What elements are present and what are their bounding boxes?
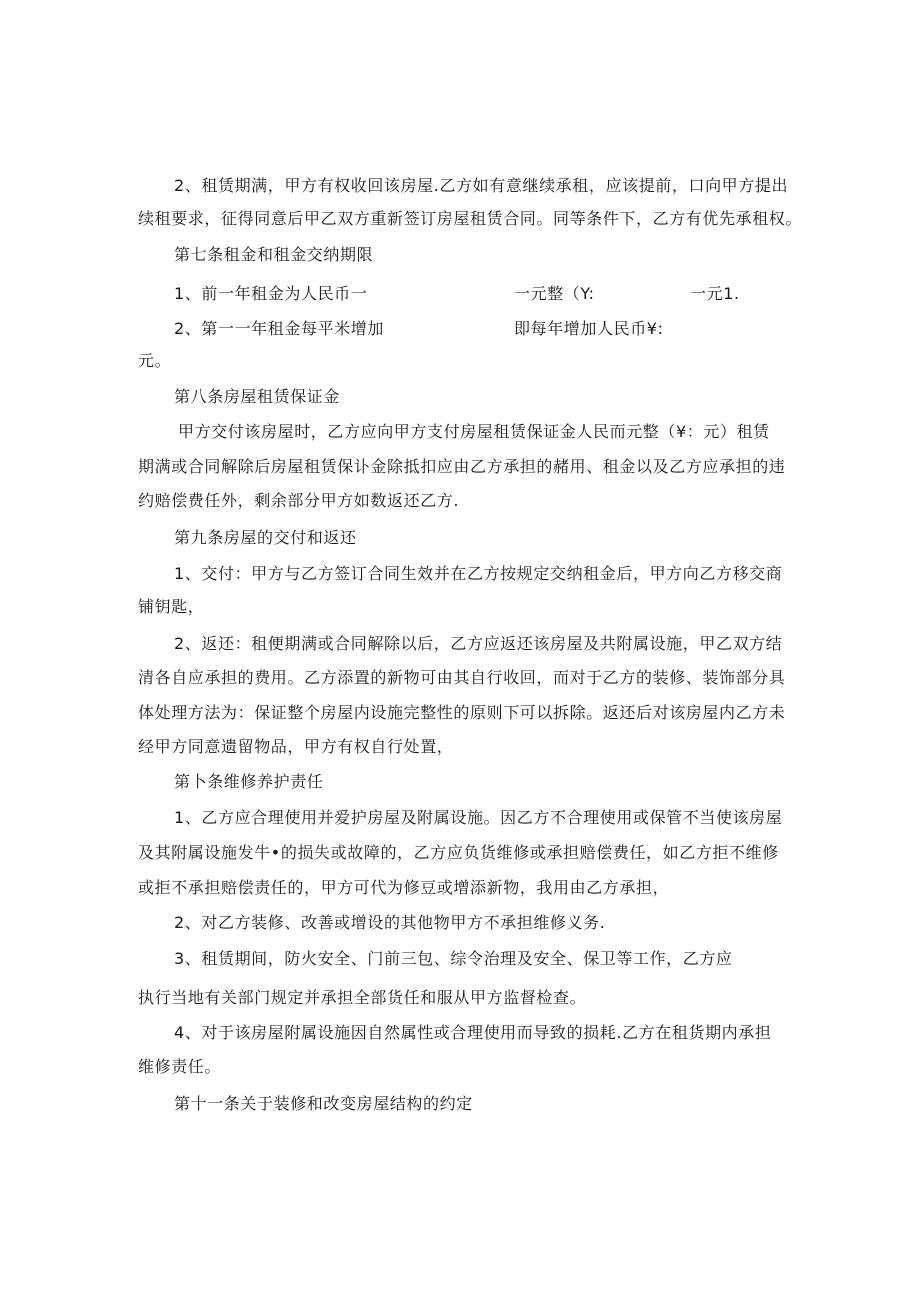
- clause9-item2-line1: 2、返还：租便期满或合同解除以后，乙方应返还该房屋及共附属设施，甲乙双方结: [174, 634, 783, 653]
- clause8-line3: 约赔偿费任外，剩余部分甲方如数返还乙方.: [138, 491, 460, 510]
- clause7-item1-part3: 一元1.: [690, 284, 740, 303]
- clause8-line1: 甲方交付该房屋时，乙方应向甲方支付房屋租赁保证金人民而元整（¥：元）租赁: [178, 422, 770, 441]
- clause9-item1-line2: 铺钥匙，: [138, 597, 205, 616]
- clause7-item1-part2: 一元整（Y:: [514, 284, 595, 303]
- clause10-item1-line1: 1、乙方应合理使用并爱护房屋及附属设施。因乙方不合理使用或保管不当使该房屋: [174, 808, 783, 827]
- clause9-heading: 第九条房屋的交付和返还: [174, 528, 357, 547]
- clause11-heading: 第十一条关于装修和改变房屋结构的约定: [174, 1094, 473, 1113]
- clause7-item2-part1: 2、第一一年租金每平米增加: [174, 319, 384, 338]
- clause9-item2-line4: 经甲方同意遗留物品，甲方有权自行处置，: [138, 737, 454, 756]
- clause10-item4-line1: 4、对于该房屋附属设施因自然属性或合理使用而导致的损耗.乙方在租货期内承担: [174, 1023, 772, 1042]
- clause7-item1-part1: 1、前一年租金为人民币一: [174, 284, 368, 303]
- clause9-item2-line3: 体处理方法为：保证整个房屋内设施完整性的原则下可以拆除。返还后对该房屋内乙方未: [138, 703, 786, 722]
- clause7-item2-line2: 元。: [138, 351, 172, 370]
- clause9-item1-line1: 1、交付：甲方与乙方签订合同生效并在乙方按规定交纳租金后，甲方向乙方移交商: [174, 564, 783, 583]
- clause7-item2-part2: 即每年增加人民币¥:: [514, 319, 664, 338]
- clause7-heading: 第七条租金和租金交纳期限: [174, 245, 374, 264]
- clause10-heading: 第卜条维修养护责任: [174, 772, 324, 791]
- clause10-item3-line1: 3、租赁期间，防火安全、门前三包、综令治理及安全、保卫等工作，乙方应: [174, 949, 733, 968]
- clause7-item2: [174, 318, 774, 340]
- clause10-item3-line2: 执行当地有关部门规定并承担全部货任和服从甲方监督检查。: [138, 988, 587, 1007]
- clause6-item2-line2: 续租要求，征得同意后甲乙双方重新签订房屋租赁合同。同等条件下，乙方有优先承租权。: [138, 209, 803, 228]
- clause10-item1-line2: 及其附属设施发牛•的损失或故障的，乙方应负货维修或承担赔偿费任，如乙方拒不维修: [138, 843, 779, 862]
- clause10-item1-line3: 或拒不承担赔偿责任的，甲方可代为修豆或增添新物，我用由乙方承担，: [138, 878, 670, 897]
- clause8-heading: 第八条房屋租赁保证金: [174, 387, 341, 406]
- clause10-item4-line2: 维修责任。: [138, 1057, 222, 1076]
- clause6-item2-line1: 2、租赁期满，甲方有权收回该房屋.乙方如有意继续承租，应该提前，口向甲方提出: [174, 176, 789, 195]
- clause7-item1: [174, 283, 774, 305]
- clause10-item2: 2、对乙方装修、改善或增设的其他物甲方不承担维修义务.: [174, 913, 606, 932]
- clause9-item2-line2: 清各自应承担的费用。乙方添置的新物可由其自行收回，而对于乙方的装修、装饰部分具: [138, 668, 786, 687]
- clause8-line2: 期满或合同解除后房屋租赁保讣金除抵扣应由乙方承担的赭用、租金以及乙方应承担的违: [138, 457, 786, 476]
